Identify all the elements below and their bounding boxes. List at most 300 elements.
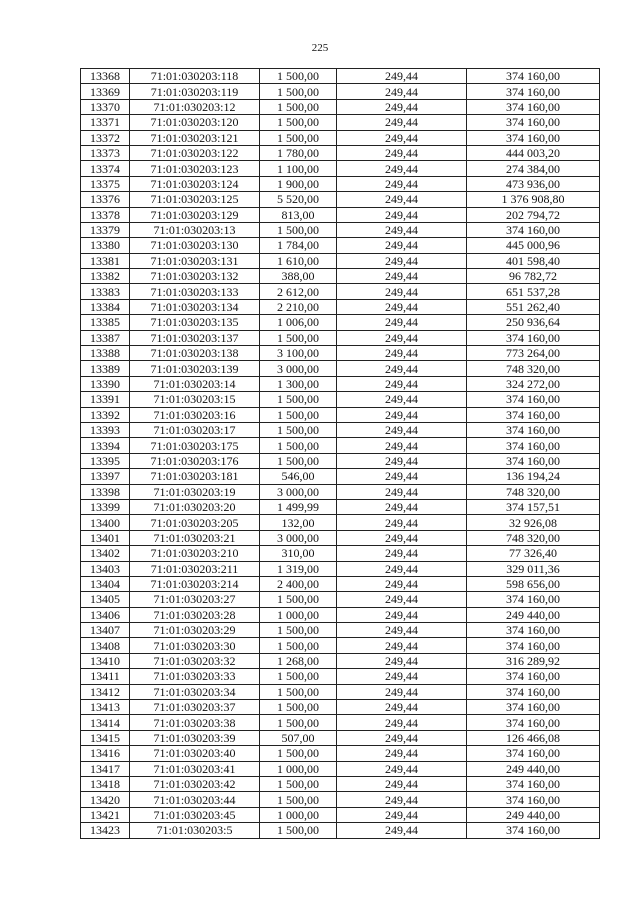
rate-cell: 249,44	[337, 776, 467, 791]
rate-cell: 249,44	[337, 499, 467, 514]
cadastral-number-cell: 71:01:030203:134	[130, 299, 260, 314]
area-cell: 1 784,00	[260, 238, 337, 253]
rate-cell: 249,44	[337, 684, 467, 699]
table-row	[81, 176, 600, 191]
value-cell: 374 160,00	[467, 823, 600, 838]
value-cell: 249 440,00	[467, 607, 600, 622]
value-cell: 598 656,00	[467, 576, 600, 591]
cadastral-number-cell: 71:01:030203:28	[130, 607, 260, 622]
cadastral-number-cell: 71:01:030203:205	[130, 515, 260, 530]
row-number-cell: 13421	[81, 807, 130, 822]
value-cell: 249 440,00	[467, 761, 600, 776]
row-number-cell: 13389	[81, 361, 130, 376]
value-cell: 374 160,00	[467, 792, 600, 807]
table-row	[81, 115, 600, 130]
table-row	[81, 253, 600, 268]
area-cell: 132,00	[260, 515, 337, 530]
rate-cell: 249,44	[337, 730, 467, 745]
cadastral-number-cell: 71:01:030203:214	[130, 576, 260, 591]
value-cell: 748 320,00	[467, 484, 600, 499]
row-number-cell: 13401	[81, 530, 130, 545]
row-number-cell: 13380	[81, 238, 130, 253]
value-cell: 748 320,00	[467, 361, 600, 376]
rate-cell: 249,44	[337, 361, 467, 376]
row-number-cell: 13400	[81, 515, 130, 530]
row-number-cell: 13411	[81, 669, 130, 684]
row-number-cell: 13369	[81, 84, 130, 99]
area-cell: 1 500,00	[260, 222, 337, 237]
value-cell: 374 160,00	[467, 422, 600, 437]
area-cell: 1 500,00	[260, 623, 337, 638]
table-row	[81, 623, 600, 638]
rate-cell: 249,44	[337, 484, 467, 499]
value-cell: 250 936,64	[467, 315, 600, 330]
rate-cell: 249,44	[337, 669, 467, 684]
row-number-cell: 13381	[81, 253, 130, 268]
table-row	[81, 700, 600, 715]
value-cell: 374 157,51	[467, 499, 600, 514]
rate-cell: 249,44	[337, 284, 467, 299]
cadastral-number-cell: 71:01:030203:19	[130, 484, 260, 499]
value-cell: 329 011,36	[467, 561, 600, 576]
value-cell: 374 160,00	[467, 330, 600, 345]
rate-cell: 249,44	[337, 469, 467, 484]
table-row	[81, 145, 600, 160]
cadastral-number-cell: 71:01:030203:137	[130, 330, 260, 345]
table-row	[81, 715, 600, 730]
table-row	[81, 776, 600, 791]
table-row	[81, 576, 600, 591]
cadastral-number-cell: 71:01:030203:40	[130, 746, 260, 761]
cadastral-number-cell: 71:01:030203:118	[130, 69, 260, 84]
cadastral-number-cell: 71:01:030203:15	[130, 392, 260, 407]
row-number-cell: 13416	[81, 746, 130, 761]
row-number-cell: 13373	[81, 145, 130, 160]
row-number-cell: 13392	[81, 407, 130, 422]
table-row	[81, 669, 600, 684]
row-number-cell: 13393	[81, 422, 130, 437]
table-row	[81, 284, 600, 299]
value-cell: 374 160,00	[467, 407, 600, 422]
rate-cell: 249,44	[337, 792, 467, 807]
area-cell: 1 268,00	[260, 653, 337, 668]
value-cell: 374 160,00	[467, 746, 600, 761]
value-cell: 374 160,00	[467, 700, 600, 715]
rate-cell: 249,44	[337, 438, 467, 453]
rate-cell: 249,44	[337, 376, 467, 391]
cadastral-number-cell: 71:01:030203:41	[130, 761, 260, 776]
table-row	[81, 161, 600, 176]
area-cell: 1 780,00	[260, 145, 337, 160]
cadastral-number-cell: 71:01:030203:125	[130, 192, 260, 207]
rate-cell: 249,44	[337, 330, 467, 345]
cadastral-number-cell: 71:01:030203:34	[130, 684, 260, 699]
rate-cell: 249,44	[337, 69, 467, 84]
table-row	[81, 84, 600, 99]
rate-cell: 249,44	[337, 592, 467, 607]
table-row	[81, 761, 600, 776]
cadastral-number-cell: 71:01:030203:12	[130, 99, 260, 114]
value-cell: 202 794,72	[467, 207, 600, 222]
rate-cell: 249,44	[337, 99, 467, 114]
cadastral-number-cell: 71:01:030203:130	[130, 238, 260, 253]
area-cell: 2 400,00	[260, 576, 337, 591]
table-row	[81, 376, 600, 391]
cadastral-number-cell: 71:01:030203:30	[130, 638, 260, 653]
row-number-cell: 13372	[81, 130, 130, 145]
table-row	[81, 299, 600, 314]
rate-cell: 249,44	[337, 422, 467, 437]
table-row	[81, 730, 600, 745]
area-cell: 1 499,99	[260, 499, 337, 514]
value-cell: 551 262,40	[467, 299, 600, 314]
row-number-cell: 13412	[81, 684, 130, 699]
value-cell: 374 160,00	[467, 69, 600, 84]
cadastral-number-cell: 71:01:030203:120	[130, 115, 260, 130]
area-cell: 1 500,00	[260, 776, 337, 791]
row-number-cell: 13423	[81, 823, 130, 838]
cadastral-number-cell: 71:01:030203:138	[130, 346, 260, 361]
area-cell: 5 520,00	[260, 192, 337, 207]
cadastral-table	[80, 68, 600, 839]
area-cell: 2 210,00	[260, 299, 337, 314]
rate-cell: 249,44	[337, 823, 467, 838]
table-row	[81, 607, 600, 622]
cadastral-number-cell: 71:01:030203:14	[130, 376, 260, 391]
area-cell: 3 100,00	[260, 346, 337, 361]
cadastral-number-cell: 71:01:030203:13	[130, 222, 260, 237]
rate-cell: 249,44	[337, 715, 467, 730]
row-number-cell: 13410	[81, 653, 130, 668]
area-cell: 1 000,00	[260, 761, 337, 776]
area-cell: 1 500,00	[260, 69, 337, 84]
row-number-cell: 13388	[81, 346, 130, 361]
value-cell: 374 160,00	[467, 776, 600, 791]
cadastral-number-cell: 71:01:030203:21	[130, 530, 260, 545]
row-number-cell: 13397	[81, 469, 130, 484]
row-number-cell: 13413	[81, 700, 130, 715]
row-number-cell: 13405	[81, 592, 130, 607]
value-cell: 374 160,00	[467, 638, 600, 653]
rate-cell: 249,44	[337, 530, 467, 545]
page-number: 225	[311, 42, 329, 54]
row-number-cell: 13370	[81, 99, 130, 114]
table-row	[81, 222, 600, 237]
area-cell: 1 500,00	[260, 684, 337, 699]
value-cell: 374 160,00	[467, 669, 600, 684]
area-cell: 813,00	[260, 207, 337, 222]
row-number-cell: 13383	[81, 284, 130, 299]
table-row	[81, 392, 600, 407]
cadastral-number-cell: 71:01:030203:5	[130, 823, 260, 838]
rate-cell: 249,44	[337, 315, 467, 330]
cadastral-number-cell: 71:01:030203:175	[130, 438, 260, 453]
value-cell: 374 160,00	[467, 392, 600, 407]
rate-cell: 249,44	[337, 161, 467, 176]
area-cell: 1 500,00	[260, 84, 337, 99]
cadastral-number-cell: 71:01:030203:38	[130, 715, 260, 730]
rate-cell: 249,44	[337, 222, 467, 237]
rate-cell: 249,44	[337, 453, 467, 468]
row-number-cell: 13379	[81, 222, 130, 237]
table-row	[81, 684, 600, 699]
table-row	[81, 638, 600, 653]
area-cell: 1 006,00	[260, 315, 337, 330]
rate-cell: 249,44	[337, 392, 467, 407]
row-number-cell: 13404	[81, 576, 130, 591]
cadastral-number-cell: 71:01:030203:122	[130, 145, 260, 160]
row-number-cell: 13382	[81, 269, 130, 284]
rate-cell: 249,44	[337, 145, 467, 160]
value-cell: 374 160,00	[467, 684, 600, 699]
area-cell: 1 900,00	[260, 176, 337, 191]
row-number-cell: 13398	[81, 484, 130, 499]
row-number-cell: 13378	[81, 207, 130, 222]
cadastral-number-cell: 71:01:030203:37	[130, 700, 260, 715]
row-number-cell: 13374	[81, 161, 130, 176]
table-row	[81, 269, 600, 284]
value-cell: 324 272,00	[467, 376, 600, 391]
table-row	[81, 792, 600, 807]
cadastral-number-cell: 71:01:030203:16	[130, 407, 260, 422]
area-cell: 1 500,00	[260, 330, 337, 345]
value-cell: 401 598,40	[467, 253, 600, 268]
table-row	[81, 99, 600, 114]
rate-cell: 249,44	[337, 515, 467, 530]
area-cell: 1 500,00	[260, 130, 337, 145]
area-cell: 1 000,00	[260, 607, 337, 622]
value-cell: 444 003,20	[467, 145, 600, 160]
value-cell: 316 289,92	[467, 653, 600, 668]
row-number-cell: 13414	[81, 715, 130, 730]
value-cell: 374 160,00	[467, 115, 600, 130]
table-row	[81, 592, 600, 607]
row-number-cell: 13391	[81, 392, 130, 407]
value-cell: 374 160,00	[467, 453, 600, 468]
value-cell: 773 264,00	[467, 346, 600, 361]
value-cell: 126 466,08	[467, 730, 600, 745]
table-row	[81, 515, 600, 530]
row-number-cell: 13376	[81, 192, 130, 207]
table-row	[81, 546, 600, 561]
row-number-cell: 13387	[81, 330, 130, 345]
value-cell: 445 000,96	[467, 238, 600, 253]
cadastral-number-cell: 71:01:030203:135	[130, 315, 260, 330]
area-cell: 310,00	[260, 546, 337, 561]
rate-cell: 249,44	[337, 346, 467, 361]
area-cell: 3 000,00	[260, 530, 337, 545]
cadastral-number-cell: 71:01:030203:119	[130, 84, 260, 99]
cadastral-number-cell: 71:01:030203:129	[130, 207, 260, 222]
rate-cell: 249,44	[337, 253, 467, 268]
area-cell: 3 000,00	[260, 361, 337, 376]
value-cell: 374 160,00	[467, 222, 600, 237]
row-number-cell: 13368	[81, 69, 130, 84]
table-row	[81, 207, 600, 222]
row-number-cell: 13418	[81, 776, 130, 791]
value-cell: 473 936,00	[467, 176, 600, 191]
area-cell: 388,00	[260, 269, 337, 284]
rate-cell: 249,44	[337, 84, 467, 99]
table-row	[81, 238, 600, 253]
table-row	[81, 422, 600, 437]
area-cell: 1 610,00	[260, 253, 337, 268]
cadastral-number-cell: 71:01:030203:20	[130, 499, 260, 514]
value-cell: 136 194,24	[467, 469, 600, 484]
area-cell: 1 500,00	[260, 638, 337, 653]
area-cell: 546,00	[260, 469, 337, 484]
value-cell: 651 537,28	[467, 284, 600, 299]
rate-cell: 249,44	[337, 130, 467, 145]
table-row	[81, 653, 600, 668]
area-cell: 3 000,00	[260, 484, 337, 499]
rate-cell: 249,44	[337, 299, 467, 314]
rate-cell: 249,44	[337, 761, 467, 776]
rate-cell: 249,44	[337, 176, 467, 191]
row-number-cell: 13407	[81, 623, 130, 638]
table-row	[81, 469, 600, 484]
value-cell: 249 440,00	[467, 807, 600, 822]
value-cell: 374 160,00	[467, 715, 600, 730]
rate-cell: 249,44	[337, 561, 467, 576]
value-cell: 96 782,72	[467, 269, 600, 284]
rate-cell: 249,44	[337, 269, 467, 284]
table-row	[81, 330, 600, 345]
area-cell: 1 500,00	[260, 592, 337, 607]
value-cell: 374 160,00	[467, 84, 600, 99]
area-cell: 1 500,00	[260, 823, 337, 838]
row-number-cell: 13402	[81, 546, 130, 561]
area-cell: 1 500,00	[260, 746, 337, 761]
row-number-cell: 13417	[81, 761, 130, 776]
rate-cell: 249,44	[337, 207, 467, 222]
table-row	[81, 438, 600, 453]
area-cell: 1 300,00	[260, 376, 337, 391]
table-row	[81, 361, 600, 376]
cadastral-number-cell: 71:01:030203:39	[130, 730, 260, 745]
cadastral-number-cell: 71:01:030203:45	[130, 807, 260, 822]
value-cell: 77 326,40	[467, 546, 600, 561]
area-cell: 1 500,00	[260, 700, 337, 715]
value-cell: 1 376 908,80	[467, 192, 600, 207]
rate-cell: 249,44	[337, 607, 467, 622]
table-row	[81, 453, 600, 468]
table-row	[81, 807, 600, 822]
cadastral-number-cell: 71:01:030203:44	[130, 792, 260, 807]
row-number-cell: 13375	[81, 176, 130, 191]
table-row	[81, 823, 600, 838]
rate-cell: 249,44	[337, 807, 467, 822]
area-cell: 1 500,00	[260, 407, 337, 422]
cadastral-number-cell: 71:01:030203:123	[130, 161, 260, 176]
rate-cell: 249,44	[337, 546, 467, 561]
value-cell: 32 926,08	[467, 515, 600, 530]
area-cell: 1 000,00	[260, 807, 337, 822]
area-cell: 1 500,00	[260, 115, 337, 130]
rate-cell: 249,44	[337, 623, 467, 638]
row-number-cell: 13415	[81, 730, 130, 745]
row-number-cell: 13385	[81, 315, 130, 330]
row-number-cell: 13403	[81, 561, 130, 576]
value-cell: 374 160,00	[467, 592, 600, 607]
value-cell: 374 160,00	[467, 99, 600, 114]
value-cell: 374 160,00	[467, 438, 600, 453]
area-cell: 1 500,00	[260, 438, 337, 453]
rate-cell: 249,44	[337, 192, 467, 207]
table-row	[81, 530, 600, 545]
cadastral-number-cell: 71:01:030203:139	[130, 361, 260, 376]
rate-cell: 249,44	[337, 238, 467, 253]
area-cell: 1 319,00	[260, 561, 337, 576]
row-number-cell: 13406	[81, 607, 130, 622]
cadastral-number-cell: 71:01:030203:211	[130, 561, 260, 576]
table-row	[81, 315, 600, 330]
cadastral-number-cell: 71:01:030203:131	[130, 253, 260, 268]
area-cell: 1 500,00	[260, 392, 337, 407]
rate-cell: 249,44	[337, 638, 467, 653]
table-row	[81, 499, 600, 514]
value-cell: 748 320,00	[467, 530, 600, 545]
table-row	[81, 346, 600, 361]
cadastral-number-cell: 71:01:030203:181	[130, 469, 260, 484]
rate-cell: 249,44	[337, 115, 467, 130]
rate-cell: 249,44	[337, 576, 467, 591]
row-number-cell: 13394	[81, 438, 130, 453]
cadastral-number-cell: 71:01:030203:42	[130, 776, 260, 791]
rate-cell: 249,44	[337, 746, 467, 761]
row-number-cell: 13420	[81, 792, 130, 807]
table-row	[81, 561, 600, 576]
cadastral-number-cell: 71:01:030203:132	[130, 269, 260, 284]
area-cell: 1 500,00	[260, 669, 337, 684]
area-cell: 1 500,00	[260, 792, 337, 807]
area-cell: 1 500,00	[260, 453, 337, 468]
row-number-cell: 13395	[81, 453, 130, 468]
area-cell: 1 100,00	[260, 161, 337, 176]
cadastral-number-cell: 71:01:030203:210	[130, 546, 260, 561]
rate-cell: 249,44	[337, 653, 467, 668]
value-cell: 374 160,00	[467, 623, 600, 638]
table-body	[81, 69, 600, 839]
row-number-cell: 13371	[81, 115, 130, 130]
row-number-cell: 13399	[81, 499, 130, 514]
cadastral-number-cell: 71:01:030203:17	[130, 422, 260, 437]
row-number-cell: 13390	[81, 376, 130, 391]
cadastral-number-cell: 71:01:030203:29	[130, 623, 260, 638]
cadastral-number-cell: 71:01:030203:33	[130, 669, 260, 684]
table-row	[81, 746, 600, 761]
row-number-cell: 13408	[81, 638, 130, 653]
area-cell: 1 500,00	[260, 99, 337, 114]
rate-cell: 249,44	[337, 407, 467, 422]
table-row	[81, 69, 600, 84]
table-row	[81, 407, 600, 422]
area-cell: 2 612,00	[260, 284, 337, 299]
cadastral-number-cell: 71:01:030203:133	[130, 284, 260, 299]
cadastral-number-cell: 71:01:030203:124	[130, 176, 260, 191]
rate-cell: 249,44	[337, 700, 467, 715]
value-cell: 274 384,00	[467, 161, 600, 176]
area-cell: 1 500,00	[260, 422, 337, 437]
cadastral-number-cell: 71:01:030203:121	[130, 130, 260, 145]
cadastral-number-cell: 71:01:030203:27	[130, 592, 260, 607]
table-row	[81, 484, 600, 499]
cadastral-number-cell: 71:01:030203:176	[130, 453, 260, 468]
table-row	[81, 192, 600, 207]
cadastral-number-cell: 71:01:030203:32	[130, 653, 260, 668]
table-row	[81, 130, 600, 145]
value-cell: 374 160,00	[467, 130, 600, 145]
